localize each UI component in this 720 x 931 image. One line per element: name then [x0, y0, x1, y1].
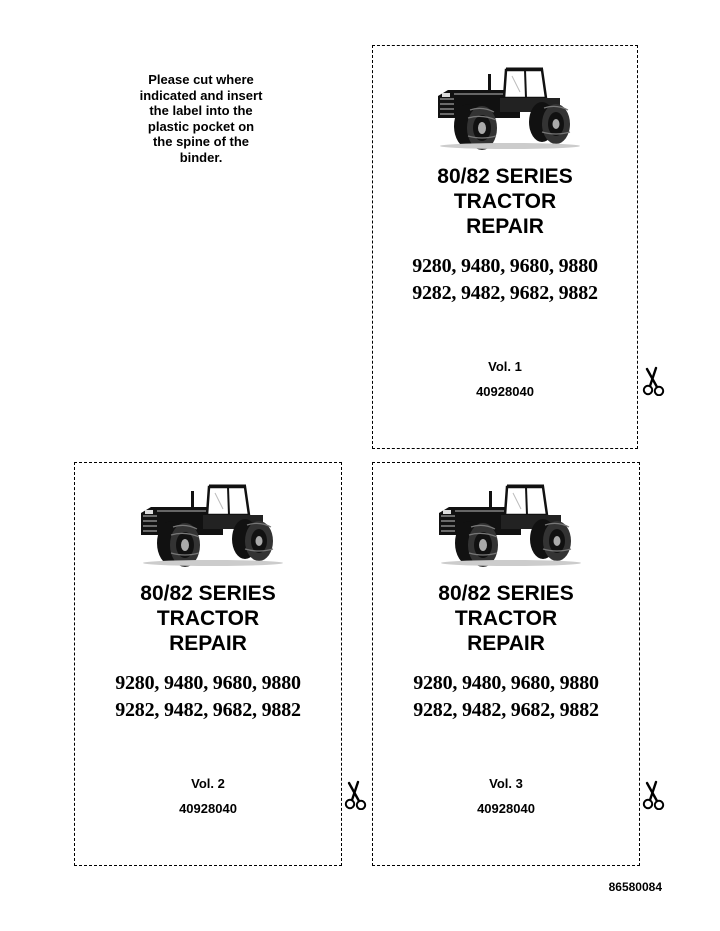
volume-number: Vol. 1	[488, 359, 522, 374]
title-line: REPAIR	[467, 632, 545, 655]
instruction-line: the label into the	[149, 103, 253, 118]
spine-label-vol-3	[372, 462, 640, 866]
tractor-icon	[133, 483, 283, 567]
scissors-icon	[642, 366, 666, 396]
scissors-icon	[344, 780, 368, 810]
scissors-icon	[642, 780, 666, 810]
model-numbers	[412, 253, 598, 307]
model-numbers	[115, 670, 301, 724]
title-line: TRACTOR	[453, 190, 557, 213]
tractor-icon	[430, 66, 580, 150]
instruction-line: the spine of the	[152, 134, 250, 149]
title-line: TRACTOR	[156, 607, 260, 630]
part-number: 40928040	[179, 801, 237, 816]
title-line: 80/82 SERIES	[437, 165, 573, 188]
title-line: TRACTOR	[454, 607, 558, 630]
title-line: REPAIR	[169, 632, 247, 655]
model-line: 9280, 9480, 9680, 9880	[412, 255, 598, 277]
model-numbers	[413, 670, 599, 724]
title-line: 80/82 SERIES	[140, 582, 276, 605]
series-title	[438, 581, 573, 656]
series-title	[140, 581, 275, 656]
cut-instructions	[118, 72, 284, 165]
volume-number: Vol. 2	[191, 776, 225, 791]
part-number: 40928040	[476, 384, 534, 399]
instruction-line: Please cut where	[148, 72, 254, 87]
volume-number: Vol. 3	[489, 776, 523, 791]
series-title	[437, 164, 572, 239]
spine-label-vol-2	[74, 462, 342, 866]
model-line: 9282, 9482, 9682, 9882	[413, 699, 599, 721]
instruction-line: binder.	[179, 149, 223, 165]
model-line: 9280, 9480, 9680, 9880	[115, 672, 301, 694]
model-line: 9282, 9482, 9682, 9882	[115, 699, 301, 721]
model-line: 9282, 9482, 9682, 9882	[412, 282, 598, 304]
spine-label-vol-1	[372, 45, 638, 449]
part-number: 40928040	[477, 801, 535, 816]
tractor-icon	[431, 483, 581, 567]
instruction-line: indicated and insert	[139, 87, 263, 103]
title-line: REPAIR	[466, 215, 544, 238]
instruction-line: plastic pocket on	[147, 118, 255, 134]
model-line: 9280, 9480, 9680, 9880	[413, 672, 599, 694]
document-number: 86580084	[608, 880, 662, 894]
title-line: 80/82 SERIES	[438, 582, 574, 605]
